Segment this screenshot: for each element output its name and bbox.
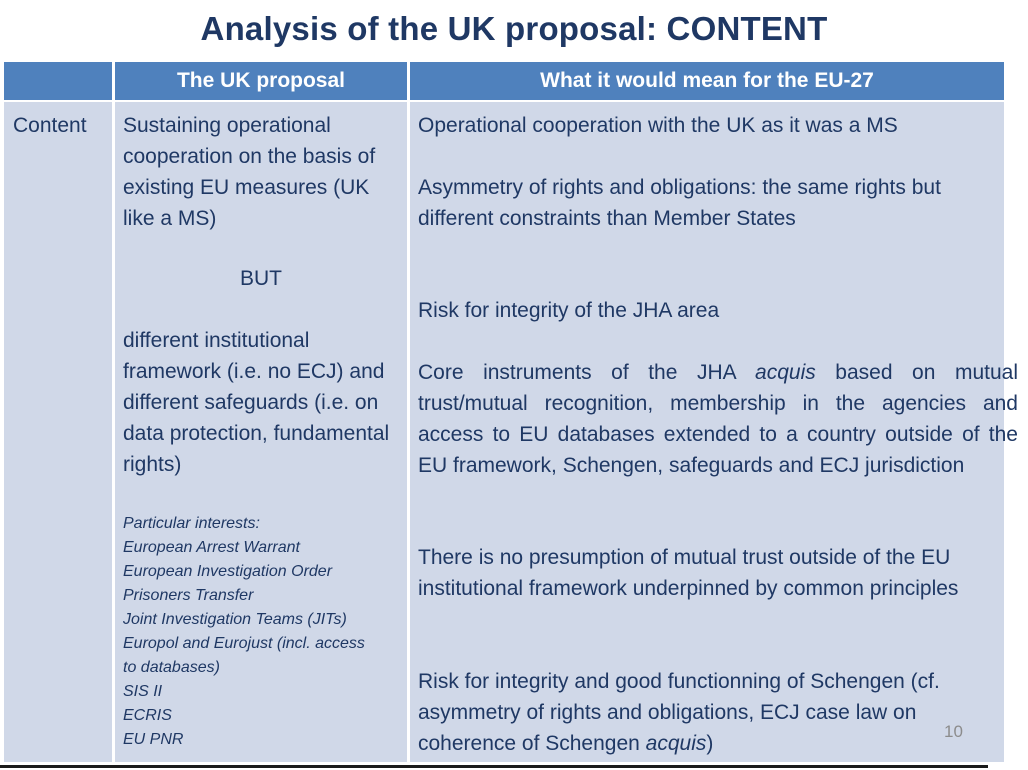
interest-item: ECRIS [123,707,172,724]
eu-paragraph-schengen [418,666,988,759]
uk-difference-text: different institutional framework (i.e. no ECJ) and different safeguards (i.e. on data protection, fundamental rights) [123,329,390,476]
eu-paragraph-operational: Operational cooperation with the UK as it was a MS [418,114,898,137]
bottom-divider [0,765,988,768]
eu-paragraph-asymmetry: Asymmetry of rights and obligations: the same rights but different constraints than Member States [418,176,941,230]
interests-heading: Particular interests: [123,515,260,532]
interest-item: European Investigation Order [123,563,333,580]
interest-item: to databases) [123,659,220,676]
interest-item: Europol and Eurojust (incl. access [123,635,365,652]
schengen-text-b: ) [706,732,714,755]
interest-item: SIS II [123,683,163,700]
interest-item: European Arrest Warrant [123,539,300,556]
uk-main-text: Sustaining operational cooperation on the basis of existing EU measures (UK like a MS) [123,114,376,230]
row-label: Content [13,114,87,137]
interest-item: EU PNR [123,731,184,748]
core-instruments-text-b: based on mutual trust/mutual recognition, membership in the agencies and access to EU databases extended to a country outside of the EU framework, Schengen, safeguards and ECJ jurisdiction [418,361,1018,477]
comparison-table [4,62,1018,762]
interest-item: Joint Investigation Teams (JITs) [123,611,347,628]
interest-item: Prisoners Transfer [123,587,254,604]
eu-paragraph-mutual-trust: There is no presumption of mutual trust outside of the EU institutional framework underpinned by common principles [418,546,959,600]
header-eu27-meaning: What it would mean for the EU-27 [410,62,1004,100]
uk-but-text: BUT [240,267,282,290]
particular-interests-list [123,512,407,752]
header-uk-proposal: The UK proposal [115,62,407,100]
row-label-cell [4,102,112,762]
schengen-acquis: acquis [645,732,707,755]
eu-paragraph-risk-jha: Risk for integrity of the JHA area [418,299,720,322]
page-number: 10 [944,722,963,741]
eu-paragraph-core-instruments [418,357,1018,481]
core-instruments-text-a: Core instruments of the JHA [418,361,756,384]
core-instruments-acquis: acquis [755,361,816,384]
header-cell-empty [4,62,112,100]
eu27-meaning-cell [410,102,1018,762]
slide-title: Analysis of the UK proposal: CONTENT [200,10,828,47]
uk-proposal-cell [115,102,407,762]
schengen-text-a: Risk for integrity and good functionning of Schengen (cf. asymmetry of rights and obligations, ECJ case law on coherence of Schengen [418,670,940,755]
